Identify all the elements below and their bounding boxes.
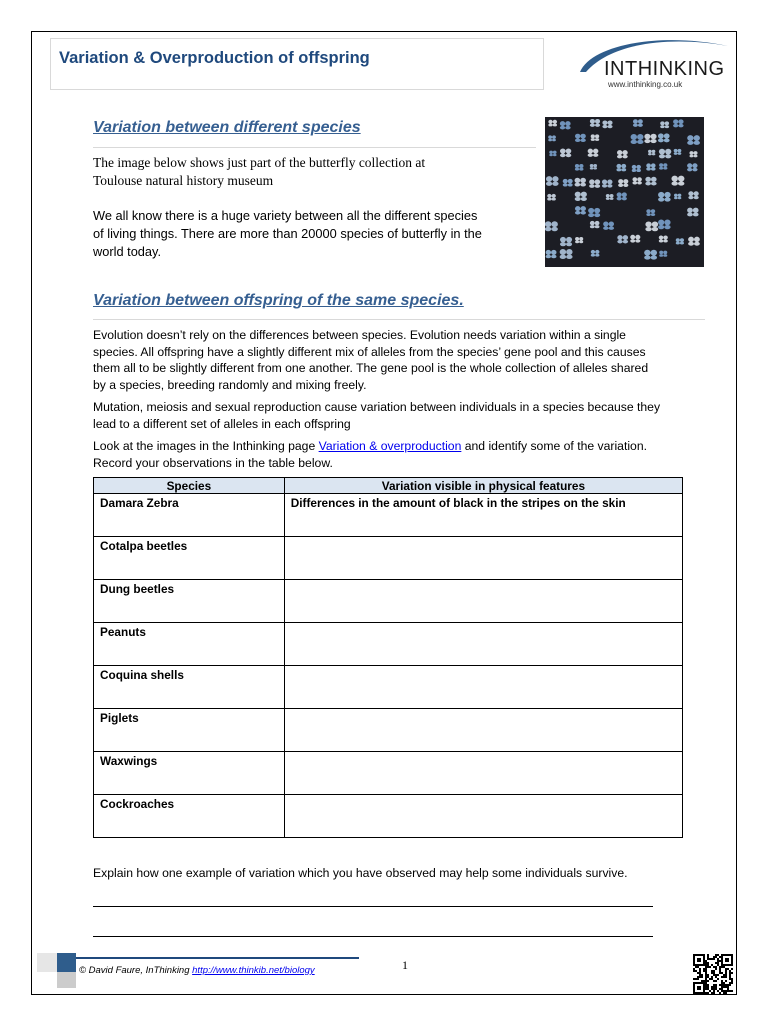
logo-text: INTHINKING	[604, 58, 725, 80]
butterfly-mark	[674, 194, 681, 200]
butterfly-mark	[591, 134, 600, 141]
butterfly-mark	[575, 164, 584, 171]
section2-heading: Variation between offspring of the same species.	[93, 292, 464, 309]
table-row	[94, 709, 683, 752]
butterfly-mark	[648, 150, 655, 156]
butterfly-mark	[633, 119, 643, 127]
butterfly-mark	[546, 250, 557, 258]
section2-paragraph1: Evolution doesn’t rely on the differences between species. Evolution needs variation within a single species. All offspring have a slightly different mix of alleles from the species’ gene pool and this causes them all to be slightly different from one another. The gene pool is the whole collection of alleles shared by a species, breeding randomly and mixing freely.	[93, 328, 649, 392]
butterfly-mark	[676, 238, 684, 244]
table-row	[94, 666, 683, 709]
species-cell: Peanuts	[94, 623, 285, 666]
butterfly-mark	[588, 149, 599, 157]
footer-credit: © David Faure, InThinking http://www.thinkib.net/biology	[79, 965, 315, 976]
table-row	[94, 795, 683, 838]
butterfly-mark	[546, 176, 559, 186]
butterfly-mark	[589, 179, 600, 187]
butterfly-mark	[588, 208, 600, 217]
answer-line[interactable]	[93, 936, 653, 937]
butterfly-mark	[590, 221, 600, 228]
species-column-header: Species	[94, 478, 285, 494]
butterfly-mark	[688, 191, 698, 199]
butterfly-mark	[645, 221, 658, 231]
butterfly-mark	[659, 149, 671, 159]
butterfly-mark	[618, 179, 628, 187]
butterfly-mark	[658, 220, 671, 230]
variation-overproduction-link[interactable]: Variation & overproduction	[318, 439, 462, 453]
butterfly-mark	[646, 163, 655, 170]
butterfly-mark	[560, 237, 572, 246]
variation-cell[interactable]	[284, 623, 682, 666]
butterfly-mark	[575, 134, 586, 142]
footer-decor-square	[57, 953, 76, 972]
question-text: Explain how one example of variation which you have observed may help some individuals survive.	[93, 866, 628, 880]
butterfly-mark	[575, 192, 587, 201]
variation-cell[interactable]	[284, 752, 682, 795]
butterfly-mark	[602, 180, 613, 188]
butterfly-mark	[617, 192, 627, 200]
butterfly-mark	[646, 209, 655, 216]
species-cell: Coquina shells	[94, 666, 285, 709]
butterfly-mark	[575, 178, 586, 187]
variation-cell[interactable]	[284, 580, 682, 623]
section2-paragraph2: Mutation, meiosis and sexual reproduction cause variation between individuals in a species because they lead to a different set of alleles in each offspring	[93, 400, 661, 431]
butterfly-mark	[632, 177, 641, 184]
butterfly-mark	[687, 135, 700, 145]
section2-paragraph3: Look at the images in the Inthinking page Variation & overproduction and identify some of the variation. Record your observations in the table below.	[93, 439, 647, 470]
table-row	[94, 752, 683, 795]
butterfly-mark	[575, 237, 583, 243]
butterfly-mark	[659, 163, 667, 169]
table-row	[94, 580, 683, 623]
butterfly-mark	[658, 133, 670, 142]
qr-code-icon	[693, 954, 733, 994]
butterfly-mark	[644, 134, 656, 143]
species-cell: Dung beetles	[94, 580, 285, 623]
butterfly-mark	[644, 250, 657, 260]
butterfly-mark	[560, 249, 573, 259]
page-title: Variation & Overproduction of offspring	[59, 49, 370, 67]
butterfly-mark	[606, 194, 614, 200]
butterfly-mark	[645, 177, 656, 186]
butterfly-mark	[549, 151, 556, 157]
species-cell: Damara Zebra	[94, 494, 285, 537]
variation-cell[interactable]	[284, 537, 682, 580]
inthinking-logo	[572, 34, 730, 92]
section1-rule	[93, 147, 536, 148]
butterfly-mark	[674, 149, 682, 155]
variation-cell[interactable]	[284, 795, 682, 838]
species-cell: Waxwings	[94, 752, 285, 795]
species-cell: Cockroaches	[94, 795, 285, 838]
observations-table	[93, 477, 683, 838]
butterfly-mark	[617, 235, 628, 243]
variation-cell[interactable]	[284, 709, 682, 752]
butterfly-mark	[630, 235, 640, 243]
variation-column-header: Variation visible in physical features	[284, 478, 682, 494]
butterfly-mark	[688, 237, 700, 246]
section1-heading: Variation between different species	[93, 119, 361, 136]
species-cell: Piglets	[94, 709, 285, 752]
butterfly-mark	[560, 121, 571, 129]
title-box	[50, 38, 544, 90]
butterfly-mark	[590, 164, 597, 170]
footer-link[interactable]: http://www.thinkib.net/biology	[192, 965, 315, 976]
species-cell: Cotalpa beetles	[94, 537, 285, 580]
butterfly-mark	[660, 121, 669, 128]
butterfly-mark	[548, 135, 556, 141]
butterfly-mark	[659, 236, 668, 243]
butterfly-mark	[616, 164, 626, 171]
table-row	[94, 623, 683, 666]
table-row	[94, 494, 683, 537]
butterfly-mark	[603, 222, 614, 230]
section2-rule	[93, 319, 705, 320]
logo-url: www.inthinking.co.uk	[608, 80, 683, 89]
butterfly-mark	[671, 176, 684, 186]
butterfly-mark	[560, 148, 571, 157]
footer-decor-square	[57, 972, 76, 988]
butterfly-mark	[617, 150, 628, 158]
table-row	[94, 537, 683, 580]
butterfly-mark	[545, 221, 558, 231]
section1-body: We all know there is a huge variety between all the different species of living things. There are more than 20000 species of butterfly in the world today.	[93, 208, 482, 259]
butterfly-mark	[590, 119, 600, 127]
answer-line[interactable]	[93, 906, 653, 907]
butterfly-mark	[689, 151, 697, 157]
footer-decor-square	[37, 953, 57, 972]
variation-cell[interactable]: Differences in the amount of black in the stripes on the skin	[284, 494, 682, 537]
butterfly-mark	[575, 206, 586, 214]
butterfly-mark	[687, 163, 697, 171]
butterfly-mark	[632, 165, 641, 172]
butterfly-mark	[673, 119, 683, 127]
butterfly-mark	[602, 120, 612, 128]
section1-intro: The image below shows just part of the butterfly collection at Toulouse natural history museum	[93, 155, 426, 188]
page-number: 1	[402, 958, 408, 972]
butterfly-mark	[658, 192, 671, 202]
table-header-row	[94, 478, 683, 494]
variation-cell[interactable]	[284, 666, 682, 709]
butterfly-mark	[591, 250, 600, 257]
butterfly-mark	[631, 134, 644, 144]
footer-bar	[76, 957, 359, 959]
butterfly-mark	[548, 120, 557, 127]
butterfly-mark	[563, 179, 573, 187]
butterfly-mark	[547, 194, 556, 201]
butterfly-collection-image	[545, 117, 704, 267]
butterfly-mark	[659, 251, 667, 257]
butterfly-mark	[687, 208, 698, 217]
